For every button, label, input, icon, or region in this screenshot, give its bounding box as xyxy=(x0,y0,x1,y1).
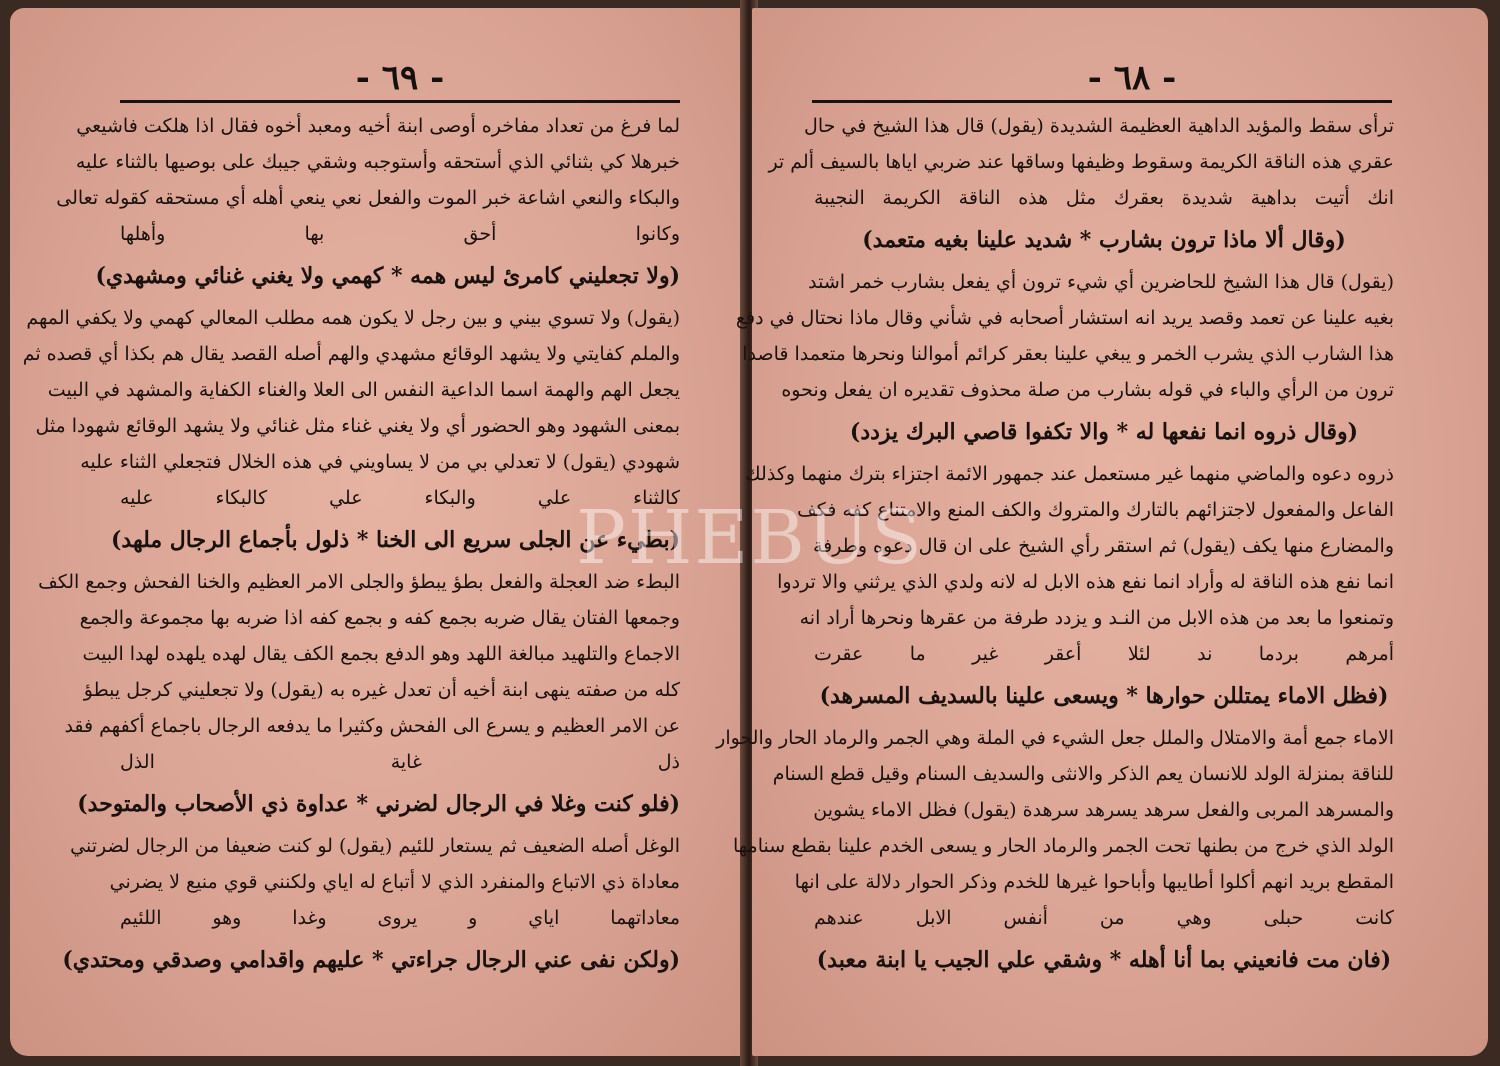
text-line: البطء ضد العجلة والفعل بطؤ يبطؤ والجلى الامر العظيم والخنا الفحش وجمع الكف xyxy=(38,571,680,593)
page-number: - ٦٨ - xyxy=(1087,58,1177,98)
text-line: وتمنعوا ما بعد من هذه الابل من النـد و يزدد طرفة من عقرها ونحرها أراد انه xyxy=(799,607,1394,629)
text-line: هذا الشارب الذي يشرب الخمر و يبغي علينا بعقر كرائم أموالنا ونحرها متعمدا قاصدا xyxy=(742,343,1394,365)
text-line: وكانوا أحق بها وأهلها xyxy=(120,223,680,245)
text-line: (يقول) قال هذا الشيخ للحاضرين أي شيء ترون أي يفعل بشارب خمر اشتد xyxy=(808,271,1394,293)
text-line: الفاعل والمفعول لاجتزائهم بالتارك والمتروك والكف المنع والامتناع كفه فكف xyxy=(797,499,1394,521)
text-line: وجمعها الفتان يقال ضربه بجمع كفه و بجمع كفه اذا ضربه بها مجموعة والجمع xyxy=(79,607,680,629)
verse-line: (فلو كنت وغلا في الرجال لضرني * عداوة ذي الأصحاب والمتوحد) xyxy=(77,791,680,817)
text-line: يجعل الهم والهمة اسما الداعية النفس الى العلا والغناء الكفاية والمشهد في البيت xyxy=(47,379,680,401)
text-line: والملم كفايتي ولا يشهد الوقائع مشهدي والهم أصله القصد يقال هم بكذا أي قصده ثم xyxy=(22,343,680,365)
text-line: كانت حبلى وهي من أنفس الابل عندهم xyxy=(814,907,1394,929)
text-line: ذل غاية الذل xyxy=(120,751,680,773)
page-number: - ٦٩ - xyxy=(355,58,445,98)
verse-line: (فان مت فانعيني بما أنا أهله * وشقي علي الجيب يا ابنة معبد) xyxy=(816,947,1392,973)
text-line: لما فرغ من تعداد مفاخره أوصى ابنة أخيه ومعبد أخوه فقال اذا هلكت فاشيعي xyxy=(76,115,680,137)
verse-line: (فظل الاماء يمتللن حوارها * ويسعى علينا بالسديف المسرهد) xyxy=(819,683,1389,709)
text-line: الولد الذي خرج من بطنها تحت الجمر والرماد الحار و يسعى الخدم علينا بقطع سنامها xyxy=(733,835,1394,857)
header-rule xyxy=(120,100,680,103)
text-line: ترون من الرأي والباء في قوله بشارب من صلة محذوف تقديره ان يفعل ونحوه xyxy=(781,379,1394,401)
text-line: معاداتهما اياي و يروى وغدا وهو اللئيم xyxy=(120,907,680,929)
text-line: شهودي (يقول) لا تعدلي بي من لا يساويني في هذه الخلال فتجعلي الثناء عليه xyxy=(80,451,680,473)
text-line: الاجماع والتلهيد مبالغة اللهد وهو الدفع بجمع الكف يقال لهده يلهده لهدا البيت xyxy=(82,643,680,665)
text-line: عن الامر العظيم و يسرع الى الفحش وكثيرا ما يدفعه الرجال باجماع أكفهم فقد xyxy=(64,715,680,737)
text-line: انك أتيت بداهية شديدة بعقرك مثل هذه الناقة الكريمة النجيبة xyxy=(814,187,1394,209)
text-line: عقري هذه الناقة الكريمة وسقوط وظيفها وساقها عند ضربي اياها بالسيف ألم تر xyxy=(768,151,1394,173)
verse-line: (ولكن نفى عني الرجال جراءتي * عليهم واقدامي وصدقي ومحتدي) xyxy=(62,947,680,973)
verse-line: (ولا تجعليني كامرئ ليس همه * كهمي ولا يغني غنائي ومشهدي) xyxy=(95,263,680,289)
text-line: ذروه دعوه والماضي منهما غير مستعمل عند جمهور الائمة اجتزاء بترك منهما وكذلك xyxy=(745,463,1394,485)
text-line: (يقول) ولا تسوي بيني و بين رجل لا يكون همه مطلب المعالي كهمي ولا يكفي المهم xyxy=(26,307,680,329)
text-line: أمرهم بردما ند لئلا أعقر غير ما عقرت xyxy=(814,643,1394,665)
text-line: كالثناء علي والبكاء علي كالبكاء عليه xyxy=(120,487,680,509)
text-line: الوغل أصله الضعيف ثم يستعار للئيم (يقول) لو كنت ضعيفا من الرجال لضرتني xyxy=(70,835,680,857)
text-line: الاماء جمع أمة والامتلال والملل جعل الشيء في الملة وهي الجمر والرماد الحار والحوار xyxy=(716,727,1394,749)
header-rule xyxy=(812,100,1392,103)
text-line: بغيه علينا عن تعمد وقصد يريد انه استشار أصحابه في شأني وقال ماذا نحتال في دفع xyxy=(735,307,1394,329)
text-line: كله من صفته ينهى ابنة أخيه أن تعدل غيره به (يقول) ولا تجعليني كرجل يبطؤ xyxy=(83,679,680,701)
watermark: PHEBUS xyxy=(576,495,924,581)
text-line: خبرهلا كي بثنائي الذي أستحقه وأستوجبه وشقي جيبك على بوصيها بالثناء عليه xyxy=(75,151,680,173)
text-line: معاداة ذي الاتباع والمنفرد الذي لا أتباع له اياي ولكنني قوي منيع لا يضرني xyxy=(109,871,680,893)
text-line: والمسرهد المربى والفعل سرهد يسرهد سرهدة (يقول) فظل الاماء يشوين xyxy=(813,799,1394,821)
verse-line: (وقال ذروه انما نفعها له * والا تكفوا قاصي البرك يزدد) xyxy=(849,419,1359,445)
text-line: للناقة بمنزلة الولد للانسان يعم الذكر والانثى والسديف السنام وقيل قطع السنام xyxy=(772,763,1394,785)
verse-line: (وقال ألا ماذا ترون بشارب * شديد علينا بغيه متعمد) xyxy=(862,227,1346,253)
text-line: والبكاء والنعي اشاعة خبر الموت والفعل نعي ينعي أهله أي مستحقه كقوله تعالى xyxy=(56,187,680,209)
text-line: والمضارع منها يكف (يقول) ثم استقر رأي الشيخ على ان قال دعوه وطرفة xyxy=(812,535,1394,557)
text-line: ترأى سقط والمؤيد الداهية العظيمة الشديدة (يقول) قال هذا الشيخ في حال xyxy=(804,115,1394,137)
text-line: بمعنى الشهود وهو الحضور أي ولا يغني غناء مثل غنائي ولا يشهد الوقائع شهودا مثل xyxy=(35,415,680,437)
text-line: انما نفع هذه الناقة له وأراد انما نفع هذه الابل له لانه ولدي الذي يرثني والا تردوا xyxy=(777,571,1394,593)
verse-line: (بطيء عن الجلى سريع الى الخنا * ذلول بأجماع الرجال ملهد) xyxy=(110,527,680,553)
text-line: المقطع بريد انهم أكلوا أطايبها وأباحوا غيرها للخدم وذكر الحوار دلالة على انها xyxy=(794,871,1394,893)
